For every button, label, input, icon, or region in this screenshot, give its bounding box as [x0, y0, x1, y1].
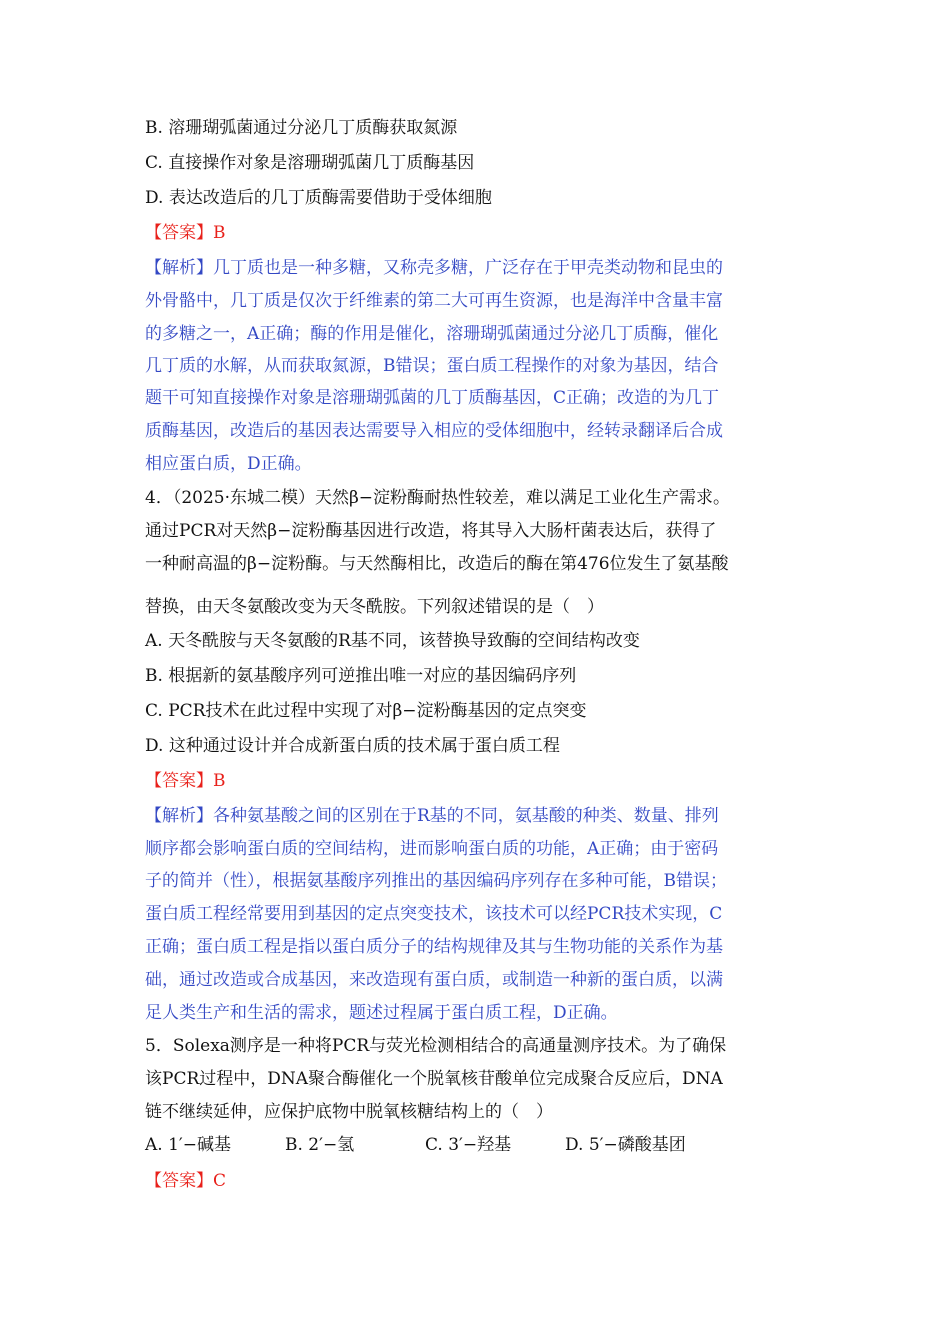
q4-analysis-line: 蛋白质工程经常要用到基因的定点突变技术，该技术可以经PCR技术实现，C [145, 904, 723, 924]
q5-option-c: C. 3′−羟基 [425, 1135, 512, 1155]
q4-analysis-line: 子的简并（性），根据氨基酸序列推出的基因编码序列存在多种可能，B错误； [145, 871, 727, 891]
q3-option-d: D. 表达改造后的几丁质酶需要借助于受体细胞 [145, 188, 492, 208]
answer-label: 【答案】 [145, 223, 213, 243]
q5-option-a: A. 1′−碱基 [145, 1135, 232, 1155]
q3-analysis-line: 外骨骼中，几丁质是仅次于纤维素的第二大可再生资源，也是海洋中含量丰富 [145, 291, 723, 311]
q3-answer [145, 218, 805, 248]
q4-option-c: C. PCR技术在此过程中实现了对β−淀粉酶基因的定点突变 [145, 701, 587, 721]
q5-options-row [145, 1130, 805, 1160]
q3-option-c: C. 直接操作对象是溶珊瑚弧菌几丁质酶基因 [145, 153, 475, 173]
q3-analysis-line: 相应蛋白质，D正确。 [145, 454, 312, 474]
q5-option-b: B. 2′−氢 [285, 1135, 355, 1155]
q3-option-b: B. 溶珊瑚弧菌通过分泌几丁质酶获取氮源 [145, 118, 458, 138]
q4-analysis-line: 顺序都会影响蛋白质的空间结构，进而影响蛋白质的功能，A正确；由于密码 [145, 839, 719, 859]
answer-label: 【答案】 [145, 1171, 213, 1191]
q3-analysis-line: 质酶基因，改造后的基因表达需要导入相应的受体细胞中，经转录翻译后合成 [145, 421, 723, 441]
q4-analysis-line: 【解析】各种氨基酸之间的区别在于R基的不同，氨基酸的种类、数量、排列 [145, 806, 719, 826]
q4-stem-line: 一种耐高温的β−淀粉酶。与天然酶相比，改造后的酶在第476位发生了氨基酸 [145, 554, 729, 574]
q4-stem-line: 通过PCR对天然β−淀粉酶基因进行改造，将其导入大肠杆菌表达后，获得了 [145, 521, 717, 541]
q4-analysis-line: 础，通过改造或合成基因，来改造现有蛋白质，或制造一种新的蛋白质，以满 [145, 970, 723, 990]
answer-value: C [213, 1171, 227, 1191]
q4-option-d: D. 这种通过设计并合成新蛋白质的技术属于蛋白质工程 [145, 736, 560, 756]
q3-analysis-line: 几丁质的水解，从而获取氮源，B错误；蛋白质工程操作的对象为基因，结合 [145, 356, 719, 376]
q5-answer [145, 1166, 805, 1196]
q5-option-d: D. 5′−磷酸基团 [565, 1135, 686, 1155]
q3-analysis-line: 题干可知直接操作对象是溶珊瑚弧菌的几丁质酶基因，C正确；改造的为几丁 [145, 388, 720, 408]
q3-analysis-line: 【解析】几丁质也是一种多糖，又称壳多糖，广泛存在于甲壳类动物和昆虫的 [145, 258, 723, 278]
answer-label: 【答案】 [145, 771, 213, 791]
q5-stem-line: 链不继续延伸，应保护底物中脱氧核糖结构上的（ ） [145, 1102, 553, 1122]
q4-option-a: A. 天冬酰胺与天冬氨酸的R基不同，该替换导致酶的空间结构改变 [145, 631, 640, 651]
q3-analysis-line: 的多糖之一，A正确；酶的作用是催化，溶珊瑚弧菌通过分泌几丁质酶，催化 [145, 324, 719, 344]
answer-value: B [213, 223, 226, 243]
q4-analysis-line: 足人类生产和生活的需求，题述过程属于蛋白质工程，D正确。 [145, 1003, 618, 1023]
q4-answer [145, 766, 805, 796]
q4-option-b: B. 根据新的氨基酸序列可逆推出唯一对应的基因编码序列 [145, 666, 577, 686]
answer-value: B [213, 771, 226, 791]
q5-stem-line: 5．Solexa测序是一种将PCR与荧光检测相结合的高通量测序技术。为了确保 [145, 1036, 727, 1056]
q4-analysis-line: 正确；蛋白质工程是指以蛋白质分子的结构规律及其与生物功能的关系作为基 [145, 937, 723, 957]
q4-stem-line: 替换，由天冬氨酸改变为天冬酰胺。下列叙述错误的是（ ） [145, 597, 604, 617]
q4-stem-line: 4．（2025·东城二模）天然β−淀粉酶耐热性较差，难以满足工业化生产需求。 [145, 488, 731, 508]
q5-stem-line: 该PCR过程中，DNA聚合酶催化一个脱氧核苷酸单位完成聚合反应后，DNA [145, 1069, 723, 1089]
